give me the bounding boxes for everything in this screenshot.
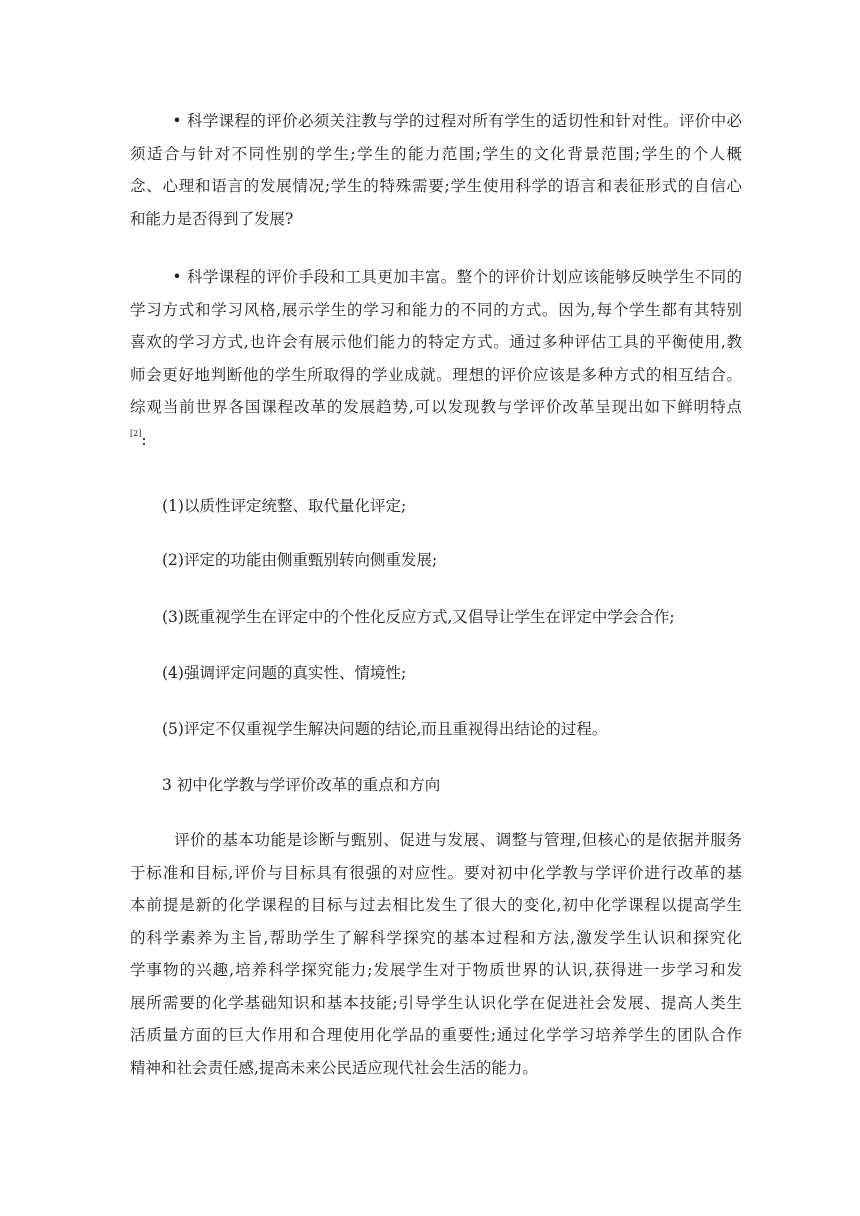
paragraph-evaluation-relevance — [130, 105, 742, 235]
text-line: 展所需要的化学基础知识和基本技能;引导学生认识化学在促进社会发展、提高人类生 — [130, 993, 742, 1012]
list-item: (2)评定的功能由侧重甄别转向侧重发展; — [162, 551, 438, 569]
feature-list — [162, 490, 742, 523]
text-line-with-citation — [130, 424, 742, 457]
list-item: (3)既重视学生在评定中的个性化反应方式,又倡导让学生在评定中学会合作; — [162, 608, 675, 626]
list-item: (5)评定不仅重视学生解决问题的结论,而且重视得出结论的过程。 — [162, 720, 608, 738]
text-line: 评价的基本功能是诊断与甄别、促进与发展、调整与管理,但核心的是依据并服务 — [130, 831, 742, 849]
section-heading — [162, 769, 742, 802]
text-line: • 科学课程的评价必须关注教与学的过程对所有学生的适切性和针对性。评价中必 — [130, 112, 742, 130]
text-line: 活质量方面的巨大作用和合理使用化学品的重要性;通过化学学习培养学生的团队合作 — [130, 1026, 742, 1044]
paragraph-evaluation-tools — [130, 261, 742, 456]
paragraph-evaluation-function — [130, 824, 742, 1084]
text-line: 师会更好地判断他的学生所取得的学业成就。理想的评价应该是多种方式的相互结合。 — [130, 365, 742, 384]
text-line: 学事物的兴趣,培养科学探究能力;发展学生对于物质世界的认识,获得进一步学习和发 — [130, 961, 742, 979]
text-line: 于标准和目标,评价与目标具有很强的对应性。要对初中化学教与学评价进行改革的基 — [130, 863, 742, 882]
feature-list — [162, 601, 742, 634]
text-line: • 科学课程的评价手段和工具更加丰富。整个的评价计划应该能够反映学生不同的 — [130, 268, 742, 286]
feature-list — [162, 544, 742, 577]
list-item: (1)以质性评定统整、取代量化评定; — [162, 497, 407, 515]
text-line: 综观当前世界各国课程改革的发展趋势,可以发现教与学评价改革呈现出如下鲜明特点 — [130, 398, 742, 416]
text-line: 本前提是新的化学课程的目标与过去相比发生了很大的变化,初中化学课程以提高学生 — [130, 896, 742, 914]
feature-list — [162, 657, 742, 690]
text-line: 须适合与针对不同性别的学生;学生的能力范围;学生的文化背景范围;学生的个人概 — [130, 144, 742, 163]
text-line: 念、心理和语言的发展情况;学生的特殊需要;学生使用科学的语言和表征形式的自信心 — [130, 177, 742, 195]
text-line: 和能力是否得到了发展? — [130, 209, 294, 228]
text-line: 学习方式和学习风格,展示学生的学习和能力的不同的方式。因为,每个学生都有其特别 — [130, 300, 742, 319]
text-line: 喜欢的学习方式,也许会有展示他们能力的特定方式。通过多种评估工具的平衡使用,教 — [130, 333, 742, 351]
text-line: 的科学素养为主旨,帮助学生了解科学探究的基本过程和方法,激发学生认识和探究化 — [130, 928, 742, 947]
section-heading-text: 3 初中化学教与学评价改革的重点和方向 — [162, 776, 441, 794]
feature-list — [162, 713, 742, 746]
citation-marker: [2] — [130, 428, 142, 438]
text-line: 精神和社会责任感,提高未来公民适应现代社会生活的能力。 — [130, 1058, 538, 1077]
colon-text: : — [141, 430, 147, 449]
list-item: (4)强调评定问题的真实性、情境性; — [162, 664, 407, 682]
